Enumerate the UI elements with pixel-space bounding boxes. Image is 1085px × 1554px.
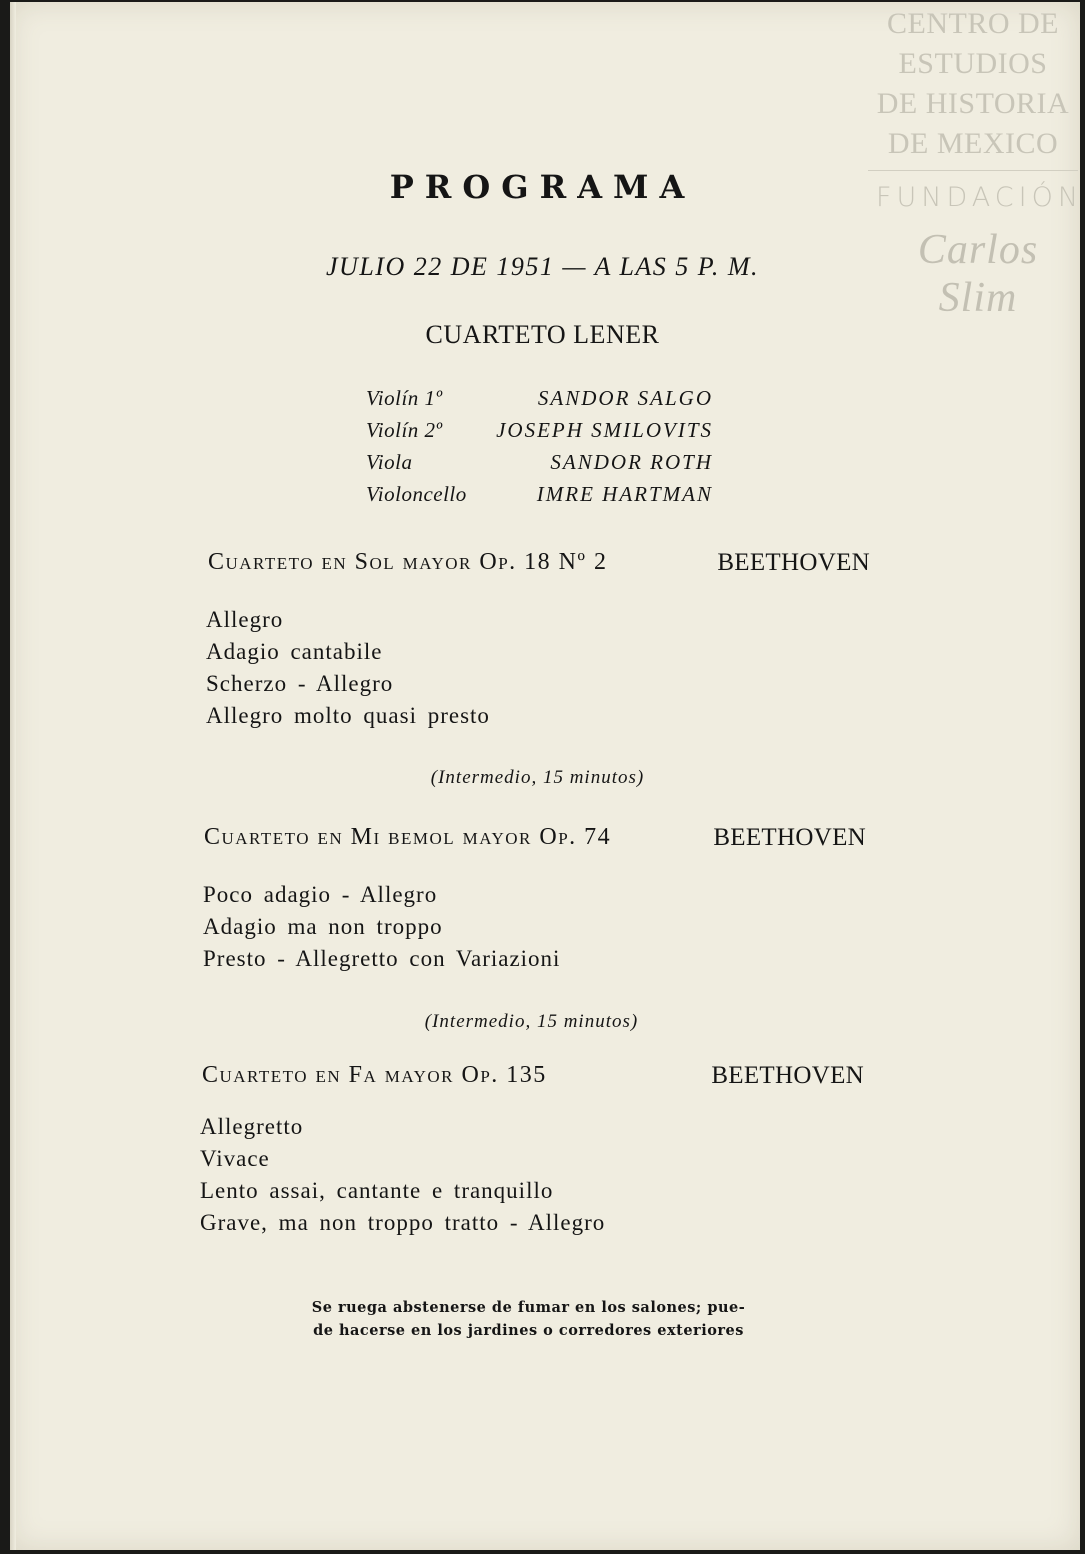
member-name: SANDOR ROTH — [550, 450, 713, 474]
work-title: Cuarteto en Mi bemol mayor Op. 74 — [204, 824, 612, 850]
member-name: JOSEPH SMILOVITS — [496, 418, 713, 442]
watermark-foundation: FUNDACIÓN — [876, 182, 1084, 213]
member-instrument: Violín 2º — [366, 418, 443, 442]
movement: Allegretto — [200, 1114, 304, 1139]
movement: Adagio ma non troppo — [203, 914, 443, 939]
member-name: SANDOR SALGO — [537, 386, 713, 410]
member-instrument: Viola — [366, 450, 413, 474]
work-composer: BEETHOVEN — [711, 1062, 864, 1089]
intermission-note: (Intermedio, 15 minutos) — [424, 1011, 639, 1032]
movement: Presto - Allegretto con Variazioni — [203, 946, 561, 971]
movement: Vivace — [200, 1146, 270, 1171]
work-composer: BEETHOVEN — [713, 824, 866, 851]
movement: Scherzo - Allegro — [206, 671, 394, 696]
intermission-note: (Intermedio, 15 minutos) — [430, 767, 645, 788]
member-instrument: Violín 1º — [366, 386, 443, 410]
work-title: Cuarteto en Sol mayor Op. 18 Nº 2 — [208, 549, 608, 575]
movement: Allegro molto quasi presto — [206, 703, 490, 728]
watermark-line: DE HISTORIA — [876, 87, 1070, 120]
page-title: PROGRAMA — [389, 168, 696, 206]
movement: Poco adagio - Allegro — [203, 882, 438, 907]
movement: Lento assai, cantante e tranquillo — [200, 1178, 554, 1203]
work-composer: BEETHOVEN — [717, 549, 870, 576]
movement: Adagio cantabile — [206, 639, 383, 664]
movement: Grave, ma non troppo tratto - Allegro — [200, 1210, 606, 1235]
watermark-signature: Carlos Slim — [917, 227, 1039, 321]
member-name: IMRE HARTMAN — [536, 482, 713, 506]
watermark-line: CENTRO DE — [887, 7, 1059, 40]
member-instrument: Violoncello — [366, 482, 467, 506]
concert-date: JULIO 22 DE 1951 — A LAS 5 P. M. — [326, 252, 759, 281]
archive-watermark — [866, 4, 1084, 321]
work-title: Cuarteto en Fa mayor Op. 135 — [202, 1062, 547, 1088]
ensemble-name: CUARTETO LENER — [425, 320, 660, 349]
watermark-line: ESTUDIOS — [898, 47, 1048, 80]
smoking-notice-line: Se ruega abstenerse de fumar en los salones; pue- — [311, 1299, 746, 1316]
watermark-line: DE MEXICO — [887, 127, 1059, 160]
movement: Allegro — [206, 607, 284, 632]
smoking-notice-line: de hacerse en los jardines o corredores exteriores — [313, 1322, 744, 1339]
